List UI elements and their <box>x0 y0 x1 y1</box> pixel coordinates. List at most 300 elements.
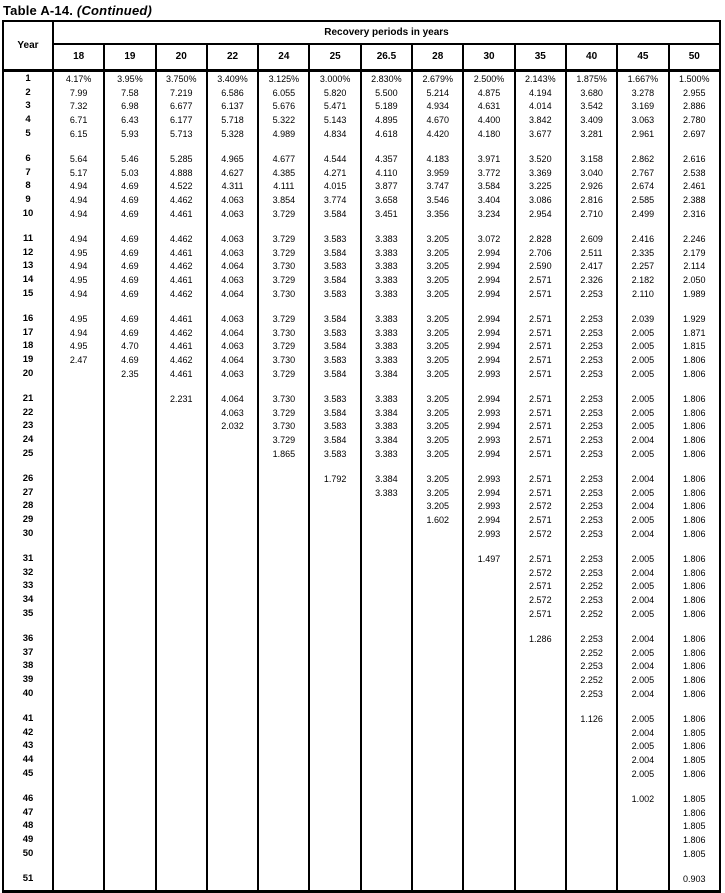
year-cell: 48 <box>3 819 53 833</box>
value-cell <box>361 792 412 806</box>
spacer-cell <box>207 541 258 552</box>
spacer-cell <box>669 781 720 792</box>
value-cell: 4.385 <box>258 166 309 180</box>
value-cell: 1.875% <box>566 71 617 86</box>
value-cell <box>156 712 207 726</box>
value-cell: 3.205 <box>412 367 463 381</box>
value-cell <box>361 806 412 820</box>
value-cell <box>53 847 104 861</box>
value-cell: 1.806 <box>669 806 720 820</box>
value-cell <box>309 847 360 861</box>
value-cell: 2.994 <box>463 420 514 434</box>
value-cell: 5.500 <box>361 86 412 100</box>
value-cell: 2.697 <box>669 127 720 141</box>
value-cell: 5.322 <box>258 113 309 127</box>
value-cell <box>207 472 258 486</box>
value-cell: 4.69 <box>104 273 155 287</box>
value-cell: 2.954 <box>515 207 566 221</box>
value-cell <box>156 433 207 447</box>
value-cell: 5.718 <box>207 113 258 127</box>
spacer-cell <box>566 701 617 712</box>
value-cell: 4.895 <box>361 113 412 127</box>
value-cell <box>104 847 155 861</box>
spacer-cell <box>156 461 207 472</box>
value-cell: 4.064 <box>207 326 258 340</box>
value-cell: 3.730 <box>258 392 309 406</box>
value-cell: 2.780 <box>669 113 720 127</box>
value-cell <box>53 833 104 847</box>
table-row <box>3 127 720 141</box>
spacer-cell <box>515 461 566 472</box>
spacer-row <box>3 461 720 472</box>
value-cell <box>617 847 668 861</box>
period-column-header: 35 <box>515 44 566 71</box>
spacer-cell <box>104 886 155 892</box>
value-cell: 1.806 <box>669 513 720 527</box>
table-row <box>3 232 720 246</box>
spacer-cell <box>207 141 258 152</box>
value-cell <box>53 806 104 820</box>
table-row <box>3 406 720 420</box>
value-cell: 2.004 <box>617 500 668 514</box>
value-cell <box>515 646 566 660</box>
value-cell <box>258 767 309 781</box>
value-cell: 2.571 <box>515 580 566 594</box>
table-row <box>3 326 720 340</box>
spacer-cell <box>361 221 412 232</box>
year-cell: 20 <box>3 367 53 381</box>
value-cell: 2.571 <box>515 486 566 500</box>
spacer-cell <box>258 461 309 472</box>
value-cell: 1.989 <box>669 287 720 301</box>
value-cell <box>156 566 207 580</box>
value-cell <box>361 552 412 566</box>
value-cell <box>104 607 155 621</box>
value-cell <box>156 646 207 660</box>
value-cell: 4.064 <box>207 392 258 406</box>
value-cell <box>156 552 207 566</box>
value-cell <box>463 767 514 781</box>
value-cell <box>412 646 463 660</box>
value-cell <box>207 726 258 740</box>
value-cell: 5.143 <box>309 113 360 127</box>
value-cell: 3.086 <box>515 193 566 207</box>
period-column-header: 20 <box>156 44 207 71</box>
spacer-cell <box>412 541 463 552</box>
period-column-header: 40 <box>566 44 617 71</box>
value-cell <box>104 447 155 461</box>
value-cell <box>309 806 360 820</box>
value-cell <box>309 580 360 594</box>
value-cell: 6.586 <box>207 86 258 100</box>
value-cell <box>258 833 309 847</box>
year-cell: 37 <box>3 646 53 660</box>
year-cell: 4 <box>3 113 53 127</box>
value-cell <box>156 806 207 820</box>
value-cell: 2.572 <box>515 566 566 580</box>
value-cell: 1.806 <box>669 447 720 461</box>
value-cell: 4.461 <box>156 367 207 381</box>
value-cell <box>104 726 155 740</box>
value-cell: 2.253 <box>566 566 617 580</box>
spacer-cell <box>156 781 207 792</box>
value-cell: 3.971 <box>463 152 514 166</box>
value-cell <box>53 726 104 740</box>
spacer-cell <box>566 781 617 792</box>
value-cell <box>104 486 155 500</box>
value-cell <box>53 406 104 420</box>
table-row <box>3 353 720 367</box>
value-cell <box>566 847 617 861</box>
spacer-cell <box>309 541 360 552</box>
value-cell: 4.677 <box>258 152 309 166</box>
spacer-cell <box>309 861 360 872</box>
value-cell: 3.583 <box>309 232 360 246</box>
year-cell: 8 <box>3 180 53 194</box>
spacer-cell <box>104 781 155 792</box>
value-cell <box>53 792 104 806</box>
value-cell: 6.177 <box>156 113 207 127</box>
spacer-cell <box>258 141 309 152</box>
value-cell: 2.571 <box>515 406 566 420</box>
value-cell: 3.383 <box>361 260 412 274</box>
value-cell: 1.871 <box>669 326 720 340</box>
table-row <box>3 726 720 740</box>
value-cell <box>309 753 360 767</box>
value-cell: 2.499 <box>617 207 668 221</box>
value-cell <box>412 607 463 621</box>
value-cell: 3.384 <box>361 406 412 420</box>
table-row <box>3 566 720 580</box>
value-cell: 3.729 <box>258 232 309 246</box>
year-cell: 34 <box>3 593 53 607</box>
value-cell <box>53 753 104 767</box>
value-cell: 2.179 <box>669 246 720 260</box>
value-cell: 3.205 <box>412 273 463 287</box>
value-cell <box>258 806 309 820</box>
value-cell <box>361 673 412 687</box>
value-cell: 3.747 <box>412 180 463 194</box>
value-cell: 2.004 <box>617 433 668 447</box>
spacer-cell <box>669 221 720 232</box>
value-cell: 3.225 <box>515 180 566 194</box>
value-cell: 2.005 <box>617 739 668 753</box>
spacer-cell <box>53 541 104 552</box>
value-cell <box>53 872 104 886</box>
value-cell: 7.219 <box>156 86 207 100</box>
table-row <box>3 513 720 527</box>
spacer-cell <box>412 621 463 632</box>
value-cell: 2.005 <box>617 513 668 527</box>
value-cell: 3.205 <box>412 312 463 326</box>
value-cell <box>104 433 155 447</box>
table-title-number: Table A-14. <box>3 3 74 18</box>
value-cell: 4.461 <box>156 246 207 260</box>
value-cell: 4.357 <box>361 152 412 166</box>
value-cell: 1.929 <box>669 312 720 326</box>
value-cell: 3.383 <box>361 392 412 406</box>
value-cell <box>258 753 309 767</box>
value-cell: 2.005 <box>617 340 668 354</box>
value-cell <box>309 500 360 514</box>
year-cell: 31 <box>3 552 53 566</box>
header-columns-row <box>3 44 720 71</box>
value-cell: 1.806 <box>669 767 720 781</box>
value-cell: 3.369 <box>515 166 566 180</box>
value-cell: 1.805 <box>669 819 720 833</box>
value-cell <box>361 659 412 673</box>
value-cell <box>156 739 207 753</box>
year-cell: 2 <box>3 86 53 100</box>
value-cell: 2.955 <box>669 86 720 100</box>
year-cell: 12 <box>3 246 53 260</box>
value-cell: 4.94 <box>53 180 104 194</box>
spacer-cell <box>309 221 360 232</box>
spacer-cell <box>669 461 720 472</box>
value-cell <box>309 659 360 673</box>
value-cell <box>156 447 207 461</box>
spacer-cell <box>412 886 463 892</box>
value-cell <box>156 792 207 806</box>
value-cell <box>207 593 258 607</box>
value-cell: 1.806 <box>669 406 720 420</box>
value-cell: 5.17 <box>53 166 104 180</box>
value-cell: 5.713 <box>156 127 207 141</box>
spacer-cell <box>53 886 104 892</box>
year-cell: 19 <box>3 353 53 367</box>
value-cell <box>361 687 412 701</box>
table-row <box>3 433 720 447</box>
spacer-cell <box>566 221 617 232</box>
spacer-cell <box>361 461 412 472</box>
value-cell: 4.69 <box>104 287 155 301</box>
value-cell: 2.571 <box>515 472 566 486</box>
value-cell <box>156 659 207 673</box>
value-cell: 2.253 <box>566 312 617 326</box>
spacer-cell <box>156 886 207 892</box>
table-row <box>3 687 720 701</box>
value-cell: 2.35 <box>104 367 155 381</box>
value-cell <box>361 632 412 646</box>
value-cell <box>156 486 207 500</box>
value-cell <box>617 806 668 820</box>
year-cell: 21 <box>3 392 53 406</box>
value-cell <box>104 819 155 833</box>
value-cell: 4.95 <box>53 246 104 260</box>
value-cell <box>104 632 155 646</box>
spacer-cell <box>53 221 104 232</box>
spacer-cell <box>53 301 104 312</box>
year-cell: 5 <box>3 127 53 141</box>
spacer-cell <box>515 141 566 152</box>
spacer-cell <box>463 381 514 392</box>
year-cell: 1 <box>3 71 53 86</box>
spacer-cell <box>463 701 514 712</box>
spacer-cell <box>515 886 566 892</box>
value-cell: 3.205 <box>412 287 463 301</box>
value-cell: 3.169 <box>617 100 668 114</box>
value-cell: 1.806 <box>669 367 720 381</box>
value-cell: 2.005 <box>617 712 668 726</box>
value-cell <box>156 872 207 886</box>
value-cell <box>309 712 360 726</box>
value-cell: 3.205 <box>412 340 463 354</box>
value-cell: 2.004 <box>617 687 668 701</box>
value-cell: 2.886 <box>669 100 720 114</box>
value-cell: 6.15 <box>53 127 104 141</box>
spacer-cell <box>617 541 668 552</box>
table-row <box>3 100 720 114</box>
value-cell: 2.252 <box>566 673 617 687</box>
value-cell <box>53 607 104 621</box>
value-cell <box>207 847 258 861</box>
table-row <box>3 113 720 127</box>
value-cell <box>463 726 514 740</box>
value-cell: 3.205 <box>412 486 463 500</box>
spacer-cell <box>53 701 104 712</box>
value-cell: 1.792 <box>309 472 360 486</box>
value-cell: 1.865 <box>258 447 309 461</box>
value-cell: 2.538 <box>669 166 720 180</box>
value-cell <box>156 593 207 607</box>
value-cell <box>515 819 566 833</box>
value-cell: 2.417 <box>566 260 617 274</box>
value-cell: 2.004 <box>617 726 668 740</box>
spacer-cell <box>258 621 309 632</box>
value-cell <box>463 833 514 847</box>
spacer-cell <box>515 541 566 552</box>
value-cell <box>104 513 155 527</box>
value-cell: 2.253 <box>566 632 617 646</box>
value-cell: 4.618 <box>361 127 412 141</box>
year-cell: 41 <box>3 712 53 726</box>
value-cell: 3.584 <box>309 367 360 381</box>
spacer-cell <box>361 541 412 552</box>
year-cell: 7 <box>3 166 53 180</box>
value-cell <box>412 712 463 726</box>
value-cell: 2.114 <box>669 260 720 274</box>
table-row <box>3 486 720 500</box>
value-cell: 4.462 <box>156 326 207 340</box>
spacer-cell <box>156 221 207 232</box>
value-cell: 2.316 <box>669 207 720 221</box>
value-cell <box>53 392 104 406</box>
value-cell: 2.004 <box>617 632 668 646</box>
value-cell: 3.383 <box>361 287 412 301</box>
table-row <box>3 71 720 86</box>
value-cell: 2.571 <box>515 392 566 406</box>
value-cell <box>309 566 360 580</box>
table-row <box>3 152 720 166</box>
table-row <box>3 287 720 301</box>
value-cell: 2.706 <box>515 246 566 260</box>
value-cell: 4.461 <box>156 312 207 326</box>
value-cell <box>258 819 309 833</box>
value-cell: 4.544 <box>309 152 360 166</box>
value-cell: 3.583 <box>309 326 360 340</box>
spacer-cell <box>463 301 514 312</box>
spacer-row <box>3 381 720 392</box>
value-cell: 2.253 <box>566 552 617 566</box>
value-cell <box>104 552 155 566</box>
spacer-cell <box>412 701 463 712</box>
value-cell <box>104 767 155 781</box>
value-cell <box>566 833 617 847</box>
value-cell: 1.806 <box>669 500 720 514</box>
spacer-cell <box>309 886 360 892</box>
value-cell <box>156 753 207 767</box>
value-cell: 3.583 <box>309 447 360 461</box>
value-cell: 3.383 <box>361 246 412 260</box>
value-cell: 1.602 <box>412 513 463 527</box>
value-cell: 3.583 <box>309 287 360 301</box>
value-cell: 4.69 <box>104 193 155 207</box>
value-cell <box>515 792 566 806</box>
value-cell: 4.064 <box>207 260 258 274</box>
value-cell <box>463 792 514 806</box>
value-cell <box>515 726 566 740</box>
table-row <box>3 819 720 833</box>
spacer-cell <box>3 461 53 472</box>
table-row <box>3 193 720 207</box>
spacer-cell <box>156 381 207 392</box>
value-cell <box>258 872 309 886</box>
value-cell: 2.571 <box>515 552 566 566</box>
value-cell: 2.572 <box>515 500 566 514</box>
value-cell <box>258 659 309 673</box>
value-cell: 2.994 <box>463 246 514 260</box>
spacer-cell <box>258 381 309 392</box>
value-cell: 1.806 <box>669 552 720 566</box>
spacer-cell <box>104 621 155 632</box>
value-cell: 6.98 <box>104 100 155 114</box>
value-cell <box>258 552 309 566</box>
value-cell <box>207 447 258 461</box>
value-cell <box>207 767 258 781</box>
spacer-cell <box>566 541 617 552</box>
value-cell <box>258 847 309 861</box>
value-cell: 2.253 <box>566 340 617 354</box>
value-cell: 4.95 <box>53 273 104 287</box>
year-cell: 23 <box>3 420 53 434</box>
value-cell <box>53 527 104 541</box>
value-cell <box>412 872 463 886</box>
value-cell: 1.500% <box>669 71 720 86</box>
value-cell <box>463 659 514 673</box>
value-cell <box>309 486 360 500</box>
value-cell <box>412 580 463 594</box>
value-cell <box>258 472 309 486</box>
value-cell: 3.729 <box>258 246 309 260</box>
year-cell: 24 <box>3 433 53 447</box>
value-cell <box>463 673 514 687</box>
value-cell: 2.679% <box>412 71 463 86</box>
spacer-cell <box>463 141 514 152</box>
spacer-cell <box>617 301 668 312</box>
value-cell <box>361 712 412 726</box>
table-row <box>3 392 720 406</box>
value-cell <box>515 712 566 726</box>
value-cell: 5.471 <box>309 100 360 114</box>
value-cell: 2.253 <box>566 527 617 541</box>
value-cell: 3.125% <box>258 71 309 86</box>
value-cell <box>207 806 258 820</box>
value-cell: 3.383 <box>361 420 412 434</box>
spacer-row <box>3 141 720 152</box>
table-row <box>3 632 720 646</box>
value-cell <box>412 739 463 753</box>
value-cell <box>617 872 668 886</box>
